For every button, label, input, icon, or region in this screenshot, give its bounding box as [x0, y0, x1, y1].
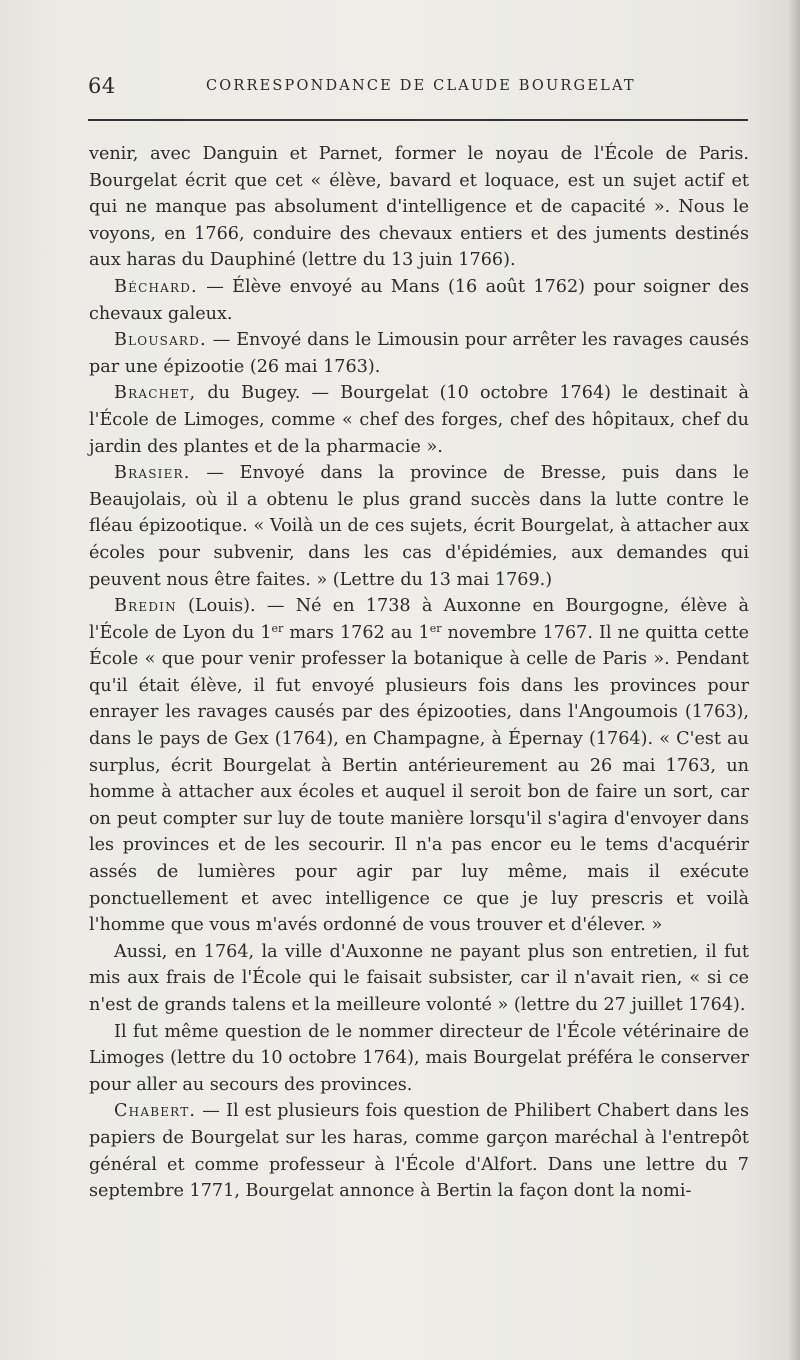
- body-text: [89, 141, 749, 1205]
- entry-name: Brachet,: [114, 383, 197, 404]
- paragraph-text: venir, avec Danguin et Parnet, former le noyau de l'École de Paris. Bourgelat écrit que cet « élève, bavard et loquace, est un sujet actif et qui ne manque pas absolument d'intelligence et de capacité ». Nous le voyons, en 1766, conduire des chevaux entiers et des juments destinés aux haras du Dauphiné (lettre du 13 juin 1766).: [89, 144, 749, 271]
- paragraph-limoges: [89, 1019, 749, 1099]
- paragraph-text: Il fut même question de le nommer directeur de l'École vétérinaire de Limoges (lettre du 10 octobre 1764), mais Bourgelat préféra le conserver pour aller au secours des provinces.: [89, 1021, 749, 1095]
- entry-text: — Il est plusieurs fois question de Philibert Chabert dans les papiers de Bourgelat sur les haras, comme garçon maréchal à l'entrepôt général et comme professeur à l'École d'Alfort. Dans une lettre du 7 septembre 1771, Bourgelat annonce à Bertin la façon dont la nomi-: [89, 1101, 749, 1202]
- superscript: er: [429, 621, 442, 635]
- entry-name: Béchard.: [114, 276, 198, 297]
- entry-chabert: [89, 1098, 749, 1204]
- paragraph-intro: [89, 141, 749, 274]
- entry-text: — Envoyé dans le Limousin pour arrêter les ravages causés par une épizootie (26 mai 1763).: [89, 330, 749, 377]
- entry-brasier: [89, 460, 749, 593]
- entry-name: Blousard.: [114, 330, 207, 351]
- running-title: CORRESPONDANCE DE CLAUDE BOURGELAT: [206, 78, 636, 94]
- entry-blousard: [89, 327, 749, 380]
- page-header: [88, 74, 748, 104]
- entry-text: mars 1762 au 1: [283, 622, 430, 643]
- entry-brachet: [89, 380, 749, 460]
- header-rule: [88, 119, 748, 121]
- superscript: er: [271, 621, 284, 635]
- paragraph-auxonne: [89, 939, 749, 1019]
- entry-text: — Élève envoyé au Mans (16 août 1762) pour soigner des chevaux galeux.: [89, 276, 749, 324]
- entry-text: — Envoyé dans la province de Bresse, puis dans le Beaujolais, où il a obtenu le plus grand succès dans la lutte contre le fléau épizootique. « Voilà un de ces sujets, écrit Bourgelat, à attacher aux écoles pour subvenir, dans les cas d'épidémies, aux demandes qui peuvent nous être faites. » (Lettre du 13 mai 1769.): [89, 463, 749, 590]
- entry-bredin: [89, 593, 749, 939]
- entry-text: (Louis). — Né en 1738 à Auxonne en Bourgogne, élève à l'École de Lyon du 1: [89, 596, 749, 643]
- paragraph-text: Aussi, en 1764, la ville d'Auxonne ne payant plus son entretien, il fut mis aux frais de l'École qui le faisait subsister, car il n'avait rien, « si ce n'est de grands talens et la meilleure volonté » (lettre du 27 juillet 1764).: [89, 941, 749, 1015]
- entry-name: Brasier.: [114, 463, 191, 484]
- entry-text: novembre 1767. Il ne quitta cette École « que pour venir professer la botanique à celle de Paris ». Pendant qu'il était élève, il fut envoyé plusieurs fois dans les provinces pour enrayer les ravages causés par des épizooties, dans l'Angoumois (1763), dans le pays de Gex (1764), en Champagne, à Épernay (1764). « C'est au surplus, écrit Bourgelat à Bertin antérieurement au 26 mai 1763, un homme à attacher aux écoles et auquel il seroit bon de faire un sort, car on peut compter sur luy de toute manière lorsqu'il s'agira d'envoyer dans les provinces et de les secourir. Il n'a pas encor eu le tems d'acquérir assés de lumières pour agir par luy même, mais il exécute ponctuellement et avec intelligence ce que je luy prescris et voilà l'homme que vous m'avés ordonné de vous trouver et d'élever. »: [89, 622, 749, 936]
- entry-bechard: [89, 274, 749, 327]
- page-edge-shadow: [788, 0, 800, 1360]
- entry-name: Chabert.: [114, 1101, 197, 1122]
- page-number: 64: [88, 74, 116, 98]
- entry-text: du Bugey. — Bourgelat (10 octobre 1764) le destinait à l'École de Limoges, comme « chef des forges, chef des hôpitaux, chef du jardin des plantes et de la pharmacie ».: [89, 383, 749, 457]
- entry-name: Bredin: [114, 596, 177, 617]
